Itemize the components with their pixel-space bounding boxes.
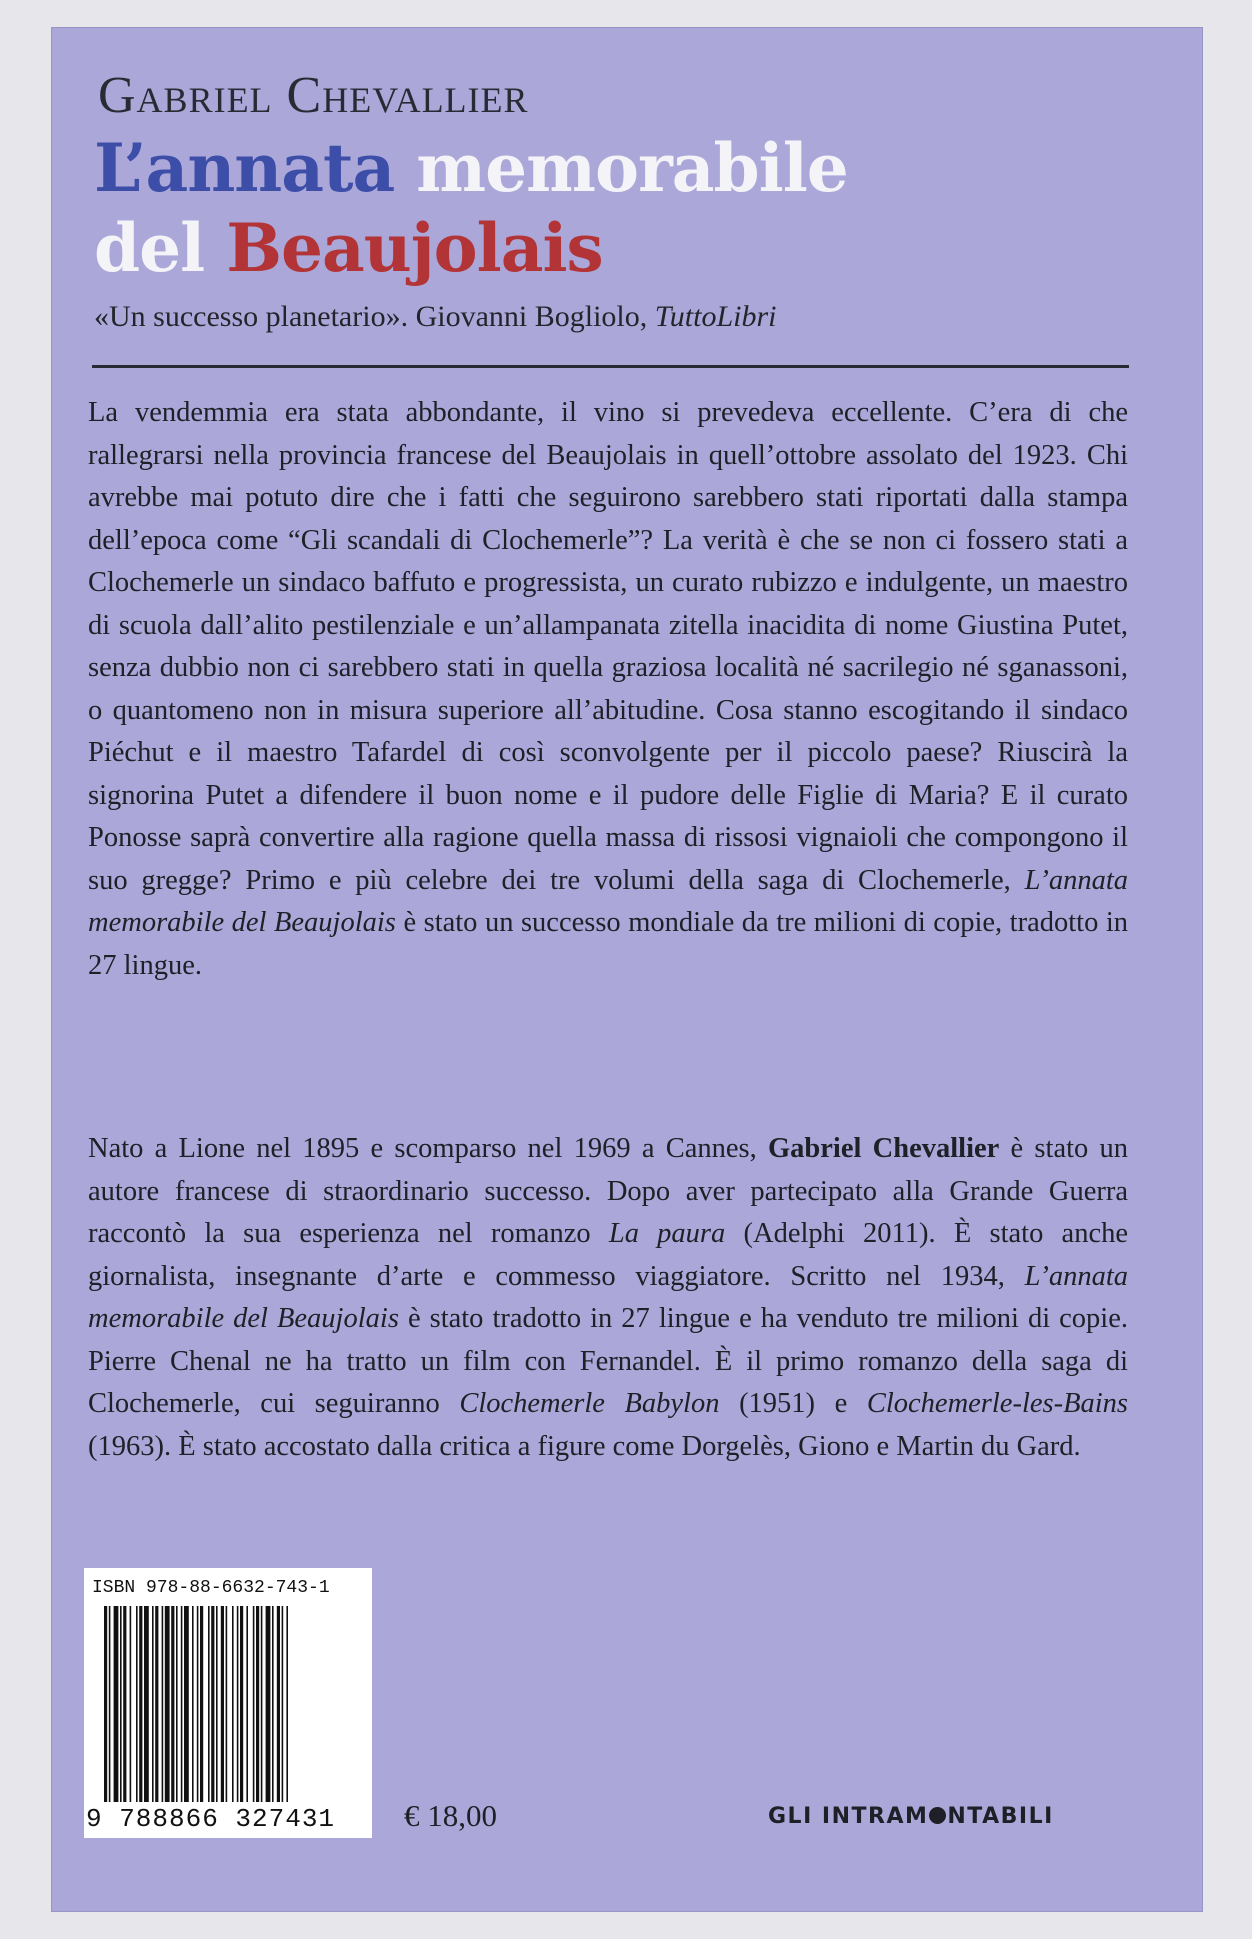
bio-book-babylon: Clochemerle Babylon xyxy=(459,1388,720,1419)
bio-text-4: è stato tradotto in 27 lingue e ha venduto tre milioni di copie. Pierre Chenal ne ha tratto un film con Fernandel. È il primo romanzo della saga di Clochemerle, cui seguiranno xyxy=(88,1303,1128,1419)
barcode-bar xyxy=(123,1606,126,1802)
barcode-bar xyxy=(232,1606,234,1802)
series-logo-dot-icon xyxy=(929,1807,946,1824)
barcode-bar xyxy=(272,1606,274,1802)
author-bio-paragraph xyxy=(88,1128,1128,1468)
barcode-bar xyxy=(286,1606,288,1802)
barcode-bar xyxy=(200,1606,203,1802)
bio-text-5: (1951) e xyxy=(739,1388,848,1419)
barcode-bar xyxy=(266,1606,271,1802)
barcode-bar xyxy=(152,1606,154,1802)
barcode-bar xyxy=(130,1606,132,1802)
barcode-bar xyxy=(155,1606,158,1802)
synopsis-paragraph xyxy=(88,392,1128,987)
barcode-bar xyxy=(277,1606,280,1802)
barcode-bar xyxy=(237,1606,239,1802)
barcode-bar xyxy=(120,1606,122,1802)
barcode-box xyxy=(84,1568,372,1838)
synopsis-text: La vendemmia era stata abbondante, il vino si prevedeva eccellente. C’era di che rallegrarsi nella provincia francese del Beaujolais in quell’ottobre assolato del 1923. Chi avrebbe mai potuto dire che i fatti che seguirono sarebbero stati riportati dalla stampa dell’epoca come “Gli scandali di Clochemerle”? La verità è che se non ci fossero stati a Clochemerle un sindaco baffuto e progressista, un curato rubizzo e indulgente, un maestro di scuola dall’alito pestilenziale e un’allampanata zitella inacidita di nome Giustina Putet, senza dubbio non ci sarebbero stati in quella graziosa località né sacrilegio né sganassoni, o quantomeno non in misura superiore all’abitudine. Cosa stanno escogitando il sindaco Piéchut e il maestro Tafardel di così sconvolgente per il piccolo paese? Riuscirà la signorina Putet a difendere il buon nome e il pudore delle Figlie di Maria? E il curato Ponosse saprà convertire alla ragione quella massa di rissosi vignaioli che compongono il suo gregge? Primo e più celebre dei tre volumi della saga di Clochemerle, xyxy=(88,397,1128,896)
review-quote xyxy=(94,300,776,334)
barcode-bar xyxy=(246,1606,248,1802)
barcode-bar xyxy=(165,1606,170,1802)
bio-book-annata: L’annata memorabile del Beaujolais xyxy=(88,1260,1129,1334)
isbn-digits: 9 788866 327431 xyxy=(86,1804,336,1834)
barcode-bar xyxy=(226,1606,228,1802)
barcode-bar xyxy=(240,1606,243,1802)
title-word-beaujolais: Beaujolais xyxy=(226,209,603,287)
bio-book-la-paura: La paura xyxy=(608,1218,726,1249)
quote-text: «Un successo planetario». Giovanni Bogliolo, xyxy=(94,300,648,333)
barcode-bar xyxy=(144,1606,149,1802)
barcode-bar xyxy=(221,1606,224,1802)
divider-rule xyxy=(92,365,1129,368)
barcode-bar xyxy=(211,1606,214,1802)
bio-book-les-bains: Clochemerle-les-Bains xyxy=(866,1388,1129,1419)
barcode-bar xyxy=(181,1606,183,1802)
bio-text-2: è stato un autore francese di straordinario successo. Dopo aver partecipato alla Grande Guerra raccontò la sua esperienza nel romanzo xyxy=(88,1133,1129,1249)
synopsis-text-end: è stato un successo mondiale da tre milioni di copie, tradotto in 27 lingue. xyxy=(88,907,1128,981)
bio-text-6: (1963). È stato accostato dalla critica a figure come Dorgelès, Giono e Martin du Gard. xyxy=(88,1430,1081,1462)
barcode-bar xyxy=(253,1606,255,1802)
bio-text-1: Nato a Lione nel 1895 e scomparso nel 1969 a Cannes, xyxy=(88,1133,757,1164)
title-word-memorabile: memorabile xyxy=(416,129,848,207)
barcode-bar xyxy=(104,1606,107,1802)
series-name xyxy=(768,1804,1054,1829)
barcode-bar xyxy=(256,1606,259,1802)
barcode-bar xyxy=(171,1606,174,1802)
bio-text-3: (Adelphi 2011). È stato anche giornalista, insegnante d’arte e commesso viaggiatore. Scritto nel 1934, xyxy=(88,1218,1128,1292)
barcode-bar xyxy=(208,1606,210,1802)
bio-author-name: Gabriel Chevallier xyxy=(768,1133,1000,1164)
barcode-bar xyxy=(139,1606,142,1802)
quote-source: TuttoLibri xyxy=(654,300,777,333)
barcode-bar xyxy=(109,1606,111,1802)
barcode-bar xyxy=(114,1606,119,1802)
barcode-bar xyxy=(197,1606,199,1802)
barcode-bar xyxy=(184,1606,189,1802)
series-name-part-1: GLI INTRAM xyxy=(768,1804,929,1829)
barcode-bars xyxy=(104,1606,356,1802)
barcode-bar xyxy=(192,1606,194,1802)
barcode-bar xyxy=(282,1606,284,1802)
title-line-2 xyxy=(94,208,848,288)
title-word-annata: L’annata xyxy=(94,129,395,207)
isbn-label: ISBN 978-88-6632-743-1 xyxy=(92,1578,330,1598)
barcode-bar xyxy=(136,1606,138,1802)
series-name-part-2: NTABILI xyxy=(947,1804,1054,1829)
title-word-del: del xyxy=(94,209,205,287)
book-title xyxy=(94,128,848,288)
barcode-bar xyxy=(261,1606,263,1802)
price: € 18,00 xyxy=(404,1798,497,1833)
barcode-bar xyxy=(176,1606,178,1802)
title-line-1 xyxy=(94,128,848,208)
barcode-bar xyxy=(162,1606,164,1802)
synopsis-title-italic: L’annata memorabile del Beaujolais xyxy=(88,864,1129,938)
author-name: Gabriel Chevallier xyxy=(98,67,529,124)
barcode-bar xyxy=(216,1606,218,1802)
